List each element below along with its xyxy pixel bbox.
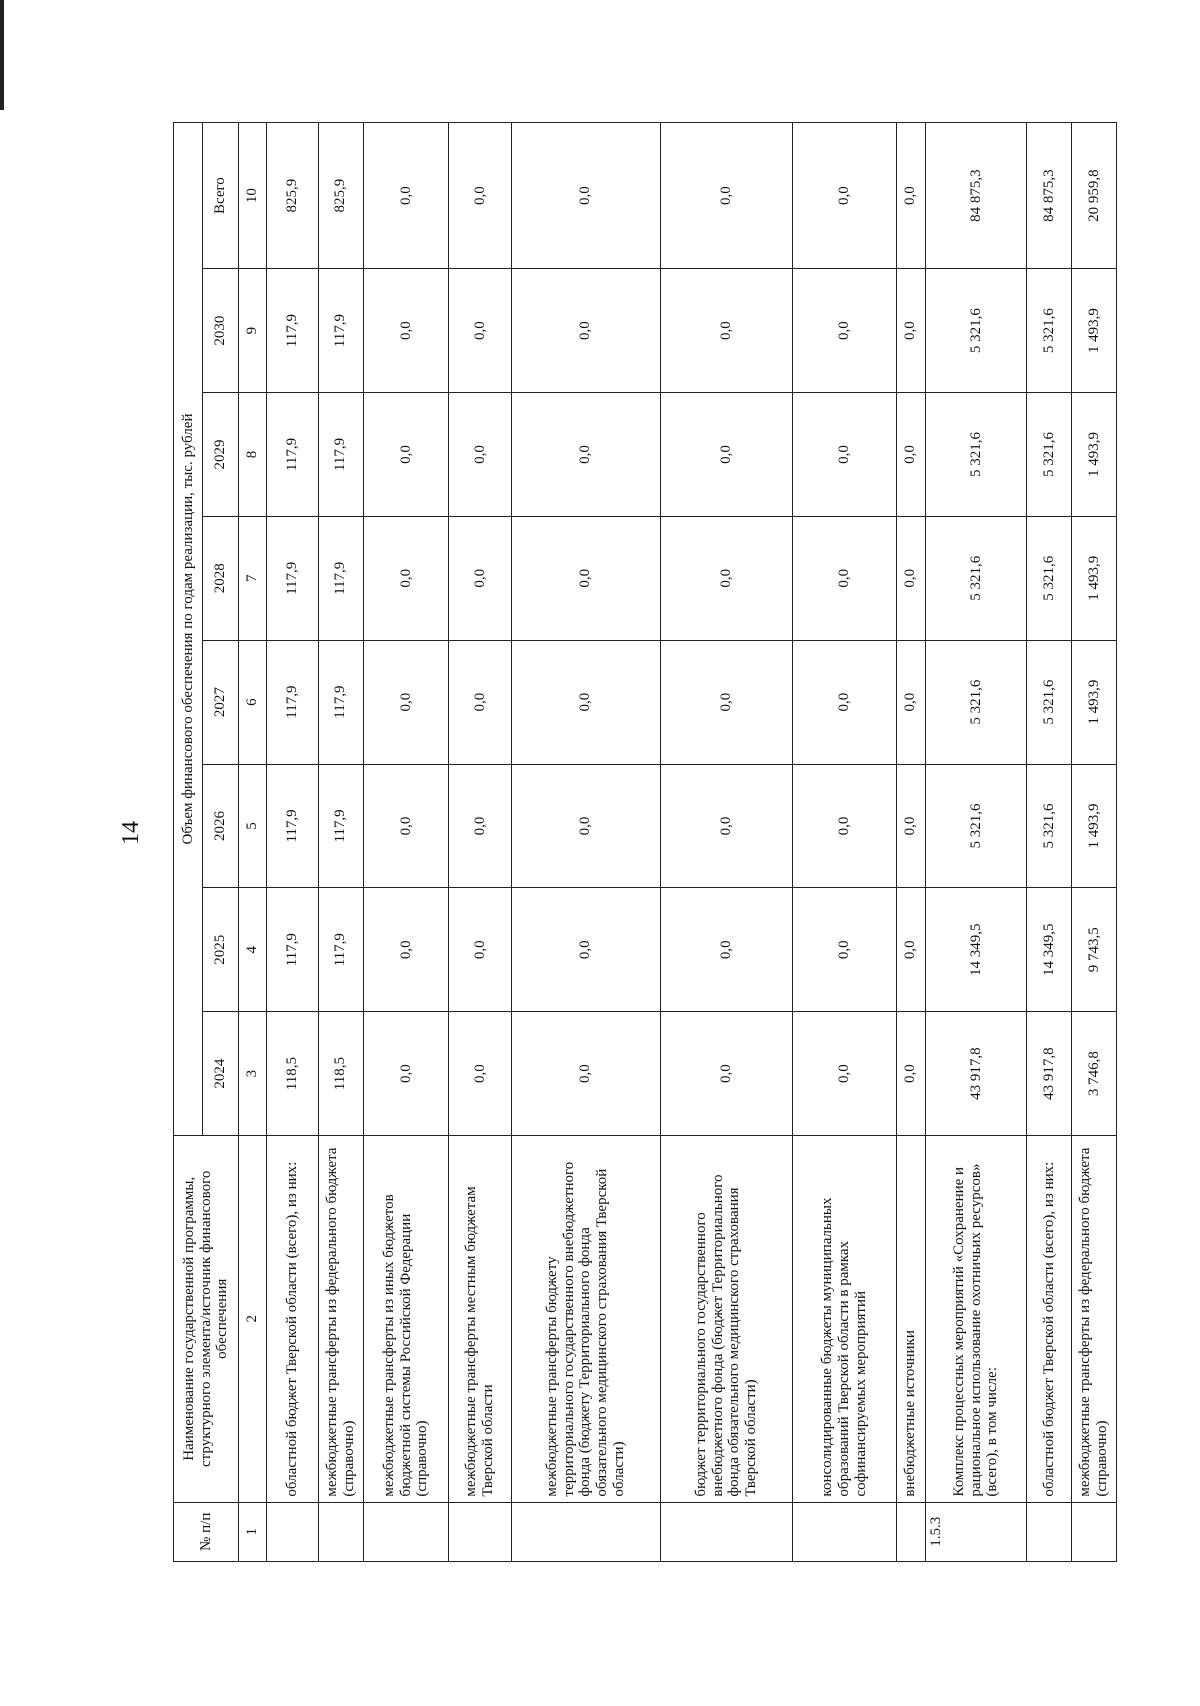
cell-value: 0,0 <box>449 123 512 269</box>
scan-edge <box>0 0 4 110</box>
cell-value: 0,0 <box>363 1012 448 1136</box>
cell-value: 117,9 <box>267 764 319 888</box>
cell-value: 0,0 <box>660 123 793 269</box>
header-year: 2029 <box>203 393 239 517</box>
cell-value: 0,0 <box>512 1012 660 1136</box>
cell-value: 118,5 <box>318 1012 363 1136</box>
table-row <box>267 123 319 1562</box>
cell-value: 0,0 <box>363 123 448 269</box>
col-number: 1 <box>239 1502 267 1561</box>
table-row <box>1027 123 1072 1562</box>
cell-value: 0,0 <box>512 764 660 888</box>
cell-value: 14 349,5 <box>925 888 1026 1012</box>
col-number: 7 <box>239 516 267 640</box>
cell-value: 117,9 <box>267 516 319 640</box>
header-row-1 <box>174 123 203 1562</box>
cell-value: 0,0 <box>896 640 925 764</box>
row-name: внебюджетные источники <box>896 1136 925 1503</box>
cell-value: 117,9 <box>267 888 319 1012</box>
page-number: 14 <box>118 821 144 845</box>
col-number: 5 <box>239 764 267 888</box>
cell-value: 117,9 <box>318 764 363 888</box>
table-row <box>318 123 363 1562</box>
row-number <box>363 1502 448 1561</box>
cell-value: 0,0 <box>449 764 512 888</box>
table-row <box>660 123 793 1562</box>
cell-value: 0,0 <box>512 640 660 764</box>
cell-value: 0,0 <box>512 888 660 1012</box>
cell-value: 0,0 <box>793 393 896 517</box>
row-name: межбюджетные трансферты бюджету территориального государственного внебюджетного фонда (бюджету Территориального фонда обязательного медицинского страхования Тверской области) <box>512 1136 660 1503</box>
table-row <box>512 123 660 1562</box>
cell-value: 117,9 <box>267 393 319 517</box>
cell-value: 5 321,6 <box>925 393 1026 517</box>
row-name: межбюджетные трансферты из федерального бюджета (справочно) <box>1072 1136 1117 1503</box>
cell-value: 825,9 <box>318 123 363 269</box>
cell-value: 117,9 <box>267 269 319 393</box>
cell-value: 0,0 <box>660 393 793 517</box>
row-name: межбюджетные трансферты местным бюджетам Тверской области <box>449 1136 512 1503</box>
cell-value: 117,9 <box>318 516 363 640</box>
cell-value: 0,0 <box>363 764 448 888</box>
column-number-row <box>239 123 267 1562</box>
col-number: 6 <box>239 640 267 764</box>
row-number <box>318 1502 363 1561</box>
table-row <box>793 123 896 1562</box>
row-number <box>512 1502 660 1561</box>
cell-value: 0,0 <box>363 393 448 517</box>
row-number: 1.5.3 <box>925 1502 1026 1561</box>
cell-value: 14 349,5 <box>1027 888 1072 1012</box>
cell-value: 117,9 <box>267 640 319 764</box>
header-year: 2027 <box>203 640 239 764</box>
header-total: Всего <box>203 123 239 269</box>
cell-value: 84 875,3 <box>925 123 1026 269</box>
cell-value: 825,9 <box>267 123 319 269</box>
row-name: Комплекс процессных мероприятий «Сохранение и рациональное использование охотничьих ресурсов» (всего), в том числе: <box>925 1136 1026 1503</box>
cell-value: 0,0 <box>449 640 512 764</box>
cell-value: 0,0 <box>512 393 660 517</box>
cell-value: 117,9 <box>318 888 363 1012</box>
cell-value: 5 321,6 <box>925 516 1026 640</box>
row-number <box>1072 1502 1117 1561</box>
cell-value: 117,9 <box>318 269 363 393</box>
cell-value: 0,0 <box>363 269 448 393</box>
cell-value: 0,0 <box>660 764 793 888</box>
cell-value: 43 917,8 <box>925 1012 1026 1136</box>
cell-value: 118,5 <box>267 1012 319 1136</box>
cell-value: 5 321,6 <box>1027 393 1072 517</box>
cell-value: 0,0 <box>896 269 925 393</box>
cell-value: 0,0 <box>896 393 925 517</box>
col-number: 9 <box>239 269 267 393</box>
cell-value: 0,0 <box>363 640 448 764</box>
cell-value: 0,0 <box>449 516 512 640</box>
cell-value: 0,0 <box>660 1012 793 1136</box>
col-number: 8 <box>239 393 267 517</box>
cell-value: 0,0 <box>449 393 512 517</box>
cell-value: 0,0 <box>512 269 660 393</box>
cell-value: 1 493,9 <box>1072 764 1117 888</box>
cell-value: 0,0 <box>363 516 448 640</box>
header-name: Наименование государственной программы, структурного элемента/источник финансового обеспечения <box>174 1136 239 1503</box>
row-name: консолидированные бюджеты муниципальных образований Тверской области в рамках софинансируемых мероприятий <box>793 1136 896 1503</box>
financing-table <box>173 122 1117 1562</box>
cell-value: 0,0 <box>449 888 512 1012</box>
cell-value: 84 875,3 <box>1027 123 1072 269</box>
col-number: 2 <box>239 1136 267 1503</box>
cell-value: 0,0 <box>793 1012 896 1136</box>
row-name: бюджет территориального государственного внебюджетного фонда (бюджет Территориального фонда обязательного медицинского страхования Тверской области) <box>660 1136 793 1503</box>
cell-value: 5 321,6 <box>925 640 1026 764</box>
cell-value: 0,0 <box>896 888 925 1012</box>
header-year: 2024 <box>203 1012 239 1136</box>
col-number: 3 <box>239 1012 267 1136</box>
table-row <box>925 123 1026 1562</box>
cell-value: 0,0 <box>793 123 896 269</box>
cell-value: 0,0 <box>512 516 660 640</box>
cell-value: 0,0 <box>449 269 512 393</box>
table-row <box>896 123 925 1562</box>
table-row <box>363 123 448 1562</box>
cell-value: 5 321,6 <box>1027 764 1072 888</box>
cell-value: 0,0 <box>512 123 660 269</box>
table-row <box>449 123 512 1562</box>
cell-value: 9 743,5 <box>1072 888 1117 1012</box>
row-number <box>1027 1502 1072 1561</box>
cell-value: 0,0 <box>660 640 793 764</box>
col-number: 10 <box>239 123 267 269</box>
header-year: 2028 <box>203 516 239 640</box>
header-num: № п/п <box>174 1502 239 1561</box>
cell-value: 0,0 <box>793 640 896 764</box>
cell-value: 0,0 <box>793 888 896 1012</box>
cell-value: 0,0 <box>793 516 896 640</box>
table-row <box>1072 123 1117 1562</box>
cell-value: 43 917,8 <box>1027 1012 1072 1136</box>
cell-value: 0,0 <box>896 123 925 269</box>
col-number: 4 <box>239 888 267 1012</box>
row-number <box>449 1502 512 1561</box>
row-number <box>267 1502 319 1561</box>
cell-value: 0,0 <box>896 764 925 888</box>
cell-value: 3 746,8 <box>1072 1012 1117 1136</box>
row-number <box>793 1502 896 1561</box>
cell-value: 1 493,9 <box>1072 516 1117 640</box>
cell-value: 5 321,6 <box>1027 640 1072 764</box>
row-number <box>896 1502 925 1561</box>
cell-value: 0,0 <box>449 1012 512 1136</box>
cell-value: 5 321,6 <box>925 764 1026 888</box>
cell-value: 0,0 <box>363 888 448 1012</box>
cell-value: 0,0 <box>793 764 896 888</box>
cell-value: 0,0 <box>793 269 896 393</box>
cell-value: 20 959,8 <box>1072 123 1117 269</box>
cell-value: 0,0 <box>660 516 793 640</box>
row-name: межбюджетные трансферты из иных бюджетов бюджетной системы Российской Федерации (справочно) <box>363 1136 448 1503</box>
row-name: межбюджетные трансферты из федерального бюджета (справочно) <box>318 1136 363 1503</box>
cell-value: 1 493,9 <box>1072 393 1117 517</box>
cell-value: 1 493,9 <box>1072 269 1117 393</box>
header-year: 2025 <box>203 888 239 1012</box>
row-name: областной бюджет Тверской области (всего), из них: <box>267 1136 319 1503</box>
row-name: областной бюджет Тверской области (всего), из них: <box>1027 1136 1072 1503</box>
cell-value: 117,9 <box>318 393 363 517</box>
cell-value: 117,9 <box>318 640 363 764</box>
cell-value: 0,0 <box>896 1012 925 1136</box>
cell-value: 5 321,6 <box>1027 516 1072 640</box>
header-year: 2030 <box>203 269 239 393</box>
row-number <box>660 1502 793 1561</box>
cell-value: 0,0 <box>660 888 793 1012</box>
header-year: 2026 <box>203 764 239 888</box>
cell-value: 5 321,6 <box>925 269 1026 393</box>
rotated-table-container <box>173 122 1111 1562</box>
cell-value: 1 493,9 <box>1072 640 1117 764</box>
cell-value: 0,0 <box>896 516 925 640</box>
cell-value: 0,0 <box>660 269 793 393</box>
header-volume: Объем финансового обеспечения по годам реализации, тыс. рублей <box>174 123 203 1136</box>
cell-value: 5 321,6 <box>1027 269 1072 393</box>
